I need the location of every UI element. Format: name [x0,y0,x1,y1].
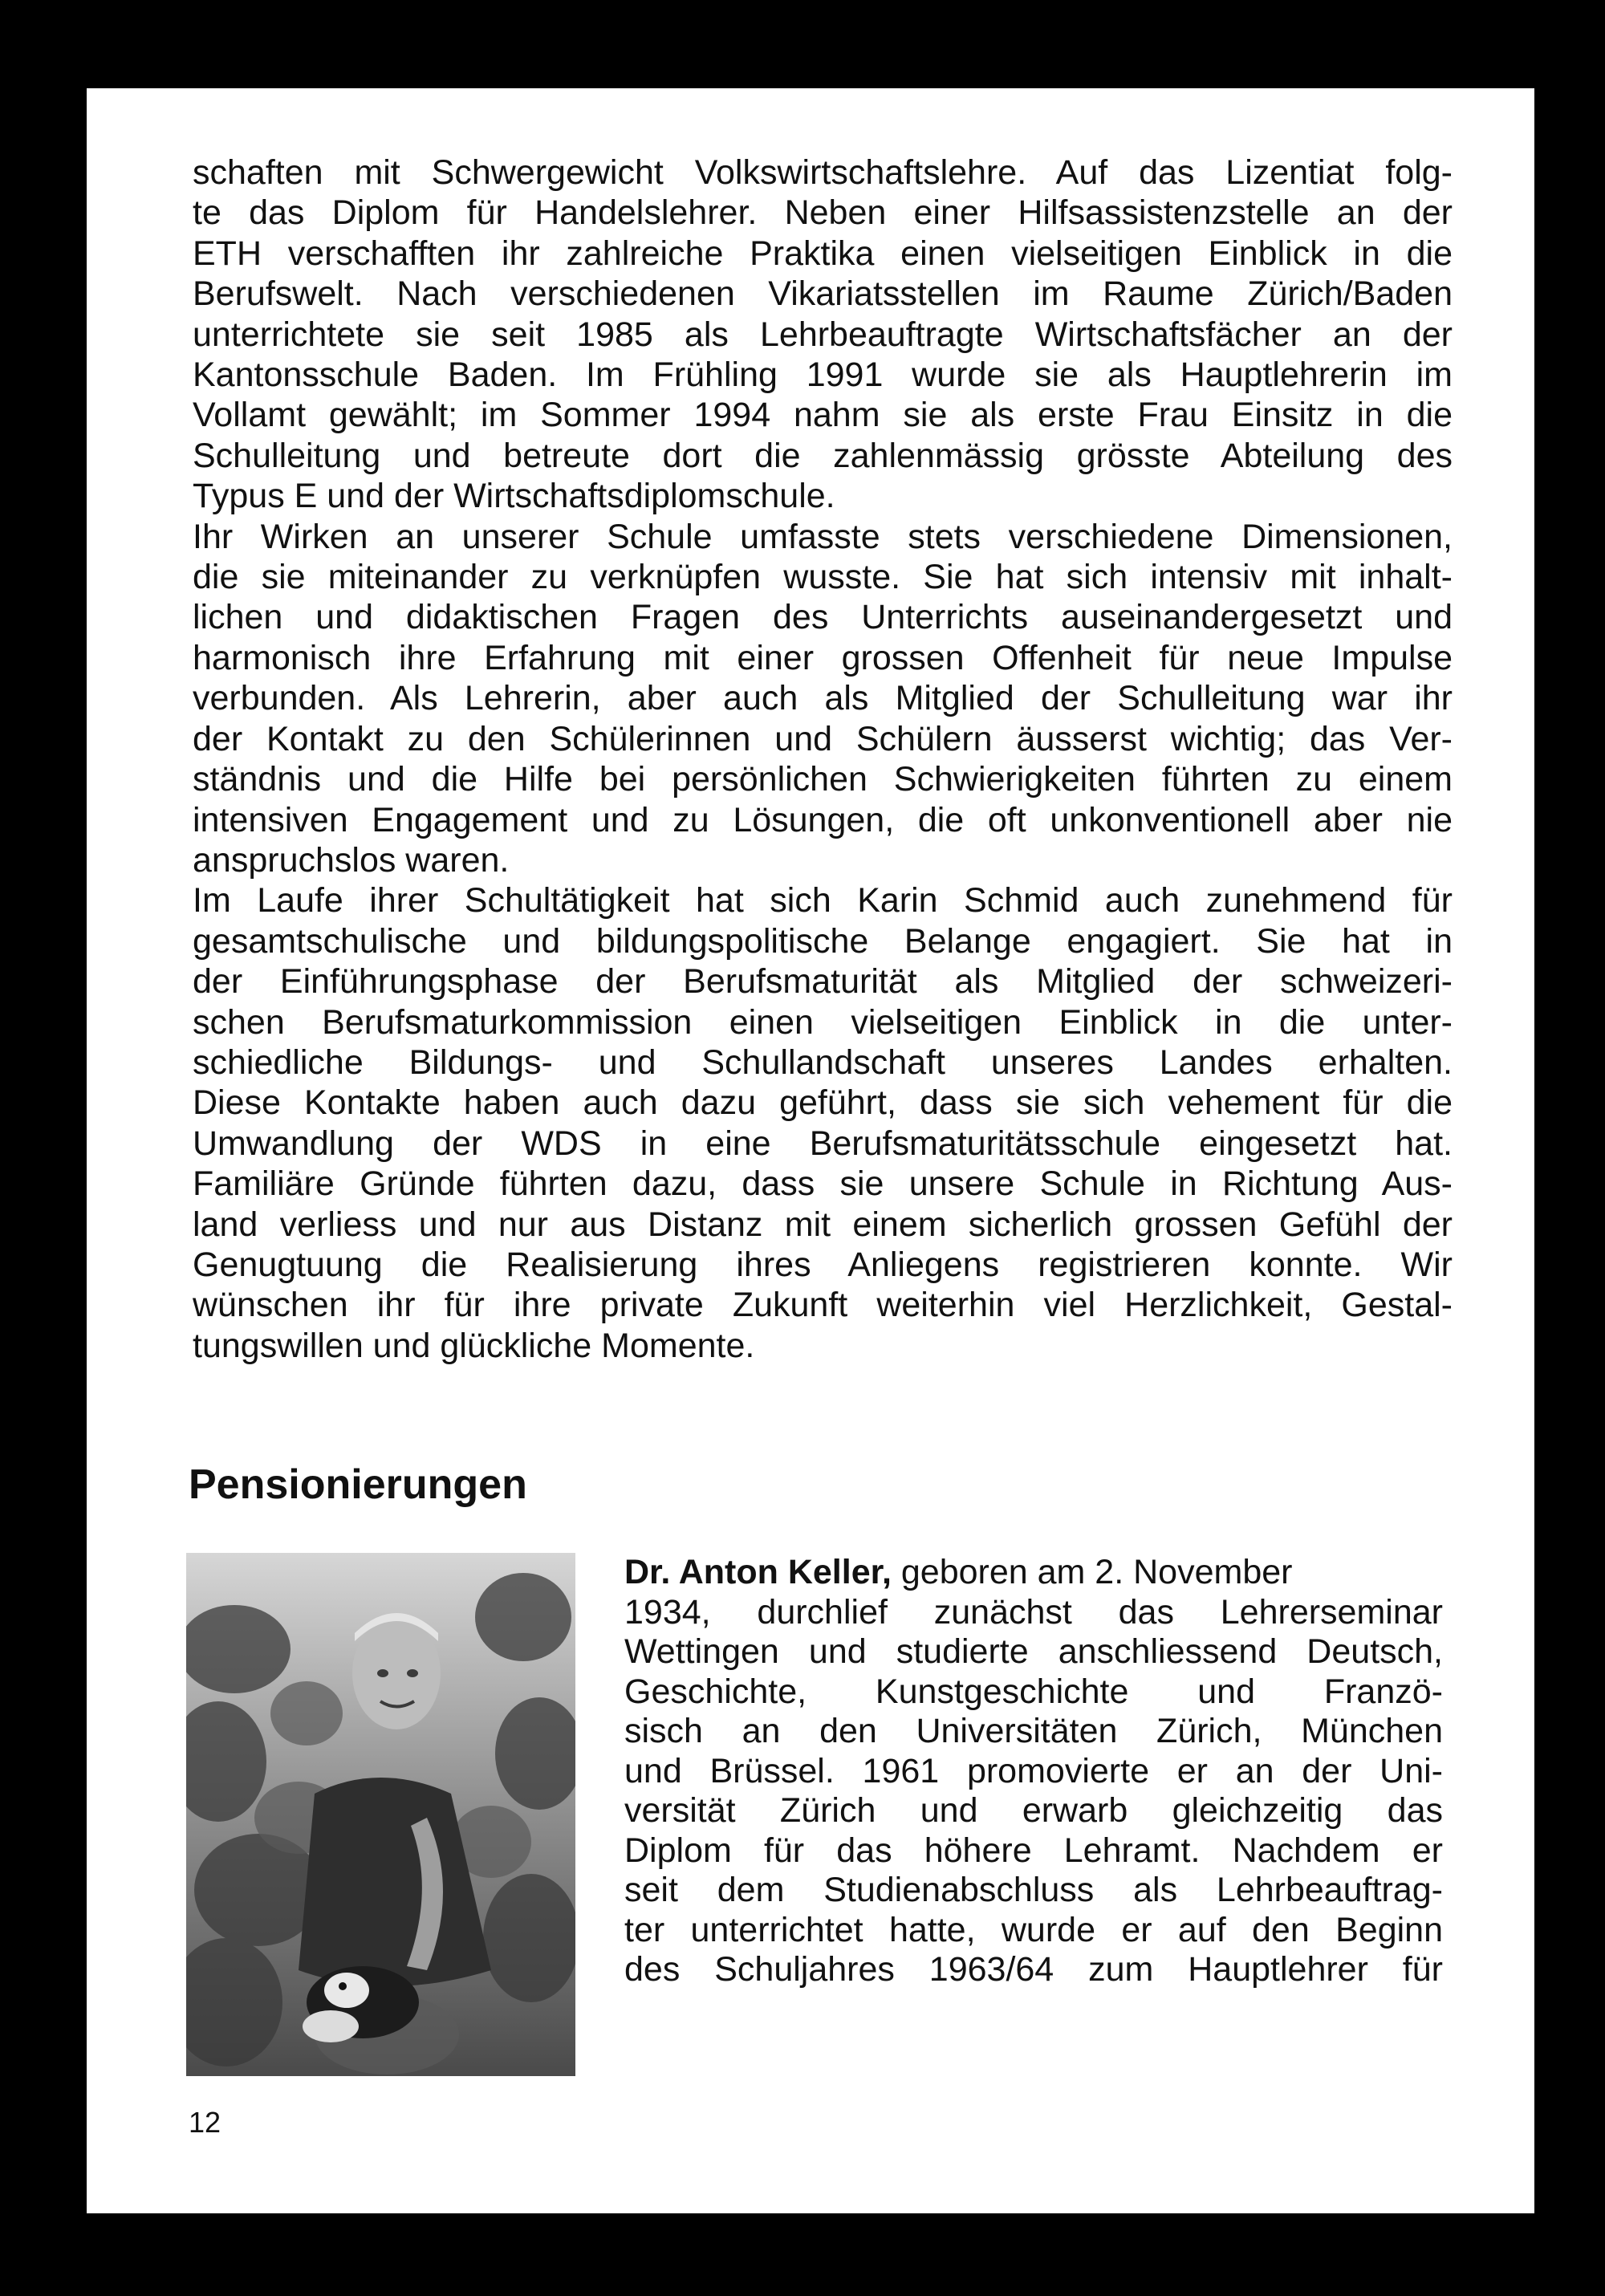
text-line: gesamtschulische und bildungspolitische Belange engagiert. Sie hat in [193,921,1453,961]
text-line: Typus E und der Wirtschaftsdiplomschule. [193,477,835,516]
text-line: anspruchslos waren. [193,840,510,880]
biography-text [624,1553,1443,1990]
text-line: Geschichte, Kunstgeschichte und Franzö- [624,1672,1443,1711]
text-line: seit dem Studienabschluss als Lehrbeauftrag- [624,1871,1443,1909]
text-line: Wettingen und studierte anschliessend Deutsch, [624,1632,1443,1671]
text-line: harmonisch ihre Erfahrung mit einer grossen Offenheit für neue Impulse [193,638,1453,677]
text-line: Kantonsschule Baden. Im Frühling 1991 wurde sie als Hauptlehrerin im [193,356,1453,395]
text-line: 1934, durchlief zunächst das Lehrerseminar [624,1592,1443,1632]
text-line: Diplom für das höhere Lehramt. Nachdem er [624,1831,1443,1870]
text-line: des Schuljahres 1963/64 zum Hauptlehrer für [624,1950,1443,1989]
section-heading: Pensionierungen [189,1461,527,1508]
text-line: ständnis und die Hilfe bei persönlichen Schwierigkeiten führten zu einem [193,760,1453,799]
text-line: schiedliche Bildungs- und Schullandschaft unseres Landes erhalten. [193,1042,1453,1082]
text-line: die sie miteinander zu verknüpfen wusste. Sie hat sich intensiv mit inhalt- [193,558,1453,597]
paragraph [193,517,1453,881]
paragraph [193,152,1453,517]
text-line: Im Laufe ihrer Schultätigkeit hat sich Karin Schmid auch zunehmend für [193,881,1453,920]
text-line: Schulleitung und betreute dort die zahlenmässig grösste Abteilung des [193,436,1453,475]
text-line: te das Diplom für Handelslehrer. Neben einer Hilfsassistenzstelle an der [193,193,1453,233]
page-number: 12 [189,2106,221,2139]
text-line: unterrichtete sie seit 1985 als Lehrbeauftragte Wirtschaftsfächer an der [193,315,1453,354]
text-line: wünschen ihr für ihre private Zukunft weiterhin viel Herzlichkeit, Gestal- [193,1286,1453,1325]
text-line: schen Berufsmaturkommission einen vielseitigen Einblick in die unter- [193,1002,1453,1042]
text-line: intensiven Engagement und zu Lösungen, die oft unkonventionell aber nie [193,800,1453,839]
person-name: Dr. Anton Keller, [624,1553,892,1591]
portrait-photo [186,1553,575,2076]
text-line: lichen und didaktischen Fragen des Unterrichts auseinandergesetzt und [193,598,1453,637]
text-line: Ihr Wirken an unserer Schule umfasste stets verschiedene Dimensionen, [193,517,1453,556]
text-line: Berufswelt. Nach verschiedenen Vikariatsstellen im Raume Zürich/Baden [193,274,1453,314]
text-line: Umwandlung der WDS in eine Berufsmaturitätsschule eingesetzt hat. [193,1124,1453,1163]
text-line: Vollamt gewählt; im Sommer 1994 nahm sie als erste Frau Einsitz in die [193,396,1453,435]
text-line: Familiäre Gründe führten dazu, dass sie unsere Schule in Richtung Aus- [193,1164,1453,1204]
text-line: ETH verschafften ihr zahlreiche Praktika einen vielseitigen Einblick in die [193,234,1453,273]
text-line: der Einführungsphase der Berufsmaturität als Mitglied der schweizeri- [193,962,1453,1002]
photo-image [186,1553,575,2076]
text-line: sisch an den Universitäten Zürich, München [624,1712,1443,1750]
text-line: tungswillen und glückliche Momente. [193,1326,755,1365]
main-text [193,152,1453,1366]
text-line: ter unterrichtet hatte, wurde er auf den Beginn [624,1910,1443,1949]
text-line: versität Zürich und erwarb gleichzeitig das [624,1791,1443,1830]
text-line: verbunden. Als Lehrerin, aber auch als Mitglied der Schulleitung war ihr [193,679,1453,718]
text-line: Genugtuung die Realisierung ihres Anliegens registrieren konnte. Wir [193,1245,1453,1284]
text-line: land verliess und nur aus Distanz mit einem sicherlich grossen Gefühl der [193,1205,1453,1244]
text-line: Diese Kontakte haben auch dazu geführt, dass sie sich vehement für die [193,1083,1453,1123]
text-line: schaften mit Schwergewicht Volkswirtschaftslehre. Auf das Lizentiat folg- [193,153,1453,192]
text-line: der Kontakt zu den Schülerinnen und Schülern äusserst wichtig; das Ver- [193,719,1453,758]
text-line: und Brüssel. 1961 promovierte er an der Uni- [624,1751,1443,1790]
paragraph [193,880,1453,1366]
text-line: geboren am 2. November [891,1553,1293,1591]
